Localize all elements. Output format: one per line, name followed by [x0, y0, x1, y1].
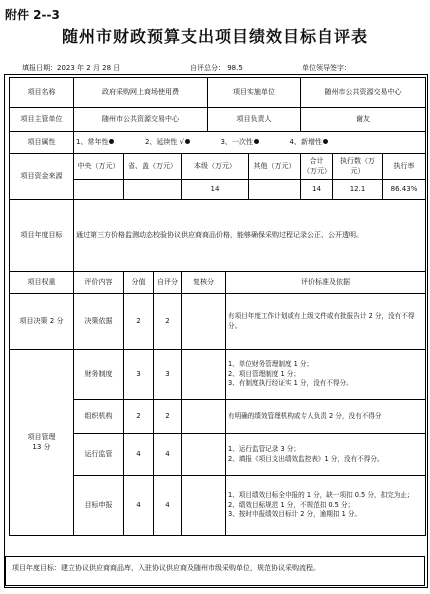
funds-header-rate: 执行率 — [383, 154, 426, 180]
col-header-content: 评价内容 — [74, 272, 124, 294]
goal-label: 项目年度目标 — [10, 200, 74, 272]
attr-options — [74, 132, 426, 154]
owner-label: 项目负责人 — [208, 108, 301, 132]
funds-value-total: 14 — [301, 180, 333, 200]
item-review-score — [182, 294, 226, 350]
item-review-score — [182, 434, 226, 476]
item-review-score — [182, 350, 226, 400]
col-header-self-score: 自评分 — [154, 272, 182, 294]
funds-value-province — [124, 180, 182, 200]
item-score: 3 — [124, 350, 154, 400]
funds-header-province: 省、盖（万元） — [124, 154, 182, 180]
funds-header-total: 合计（万元） — [301, 154, 333, 180]
col-header-review-score: 复核分 — [182, 272, 226, 294]
fill-date: 填报日期：2023 年 2 月 28 日 — [22, 64, 121, 72]
funds-value-rate: 86.43% — [383, 180, 426, 200]
unit-leader-sign: 单位领导签字： — [302, 64, 351, 72]
project-name-label: 项目名称 — [10, 78, 74, 108]
item-criteria: 1、运行监管记录 3 分； 2、填报《项目支出绩效监控表》1 分，没有不得分。 — [226, 434, 426, 476]
project-name: 政府采购网上商场使用费 — [74, 78, 208, 108]
item-self-score: 4 — [154, 476, 182, 536]
impl-unit-label: 项目实施单位 — [208, 78, 301, 108]
funds-label: 项目资金来源 — [10, 154, 74, 200]
goal-text: 通过第三方价格监测动态校验协议供应商商品价格，能够确保采购过程记录公正、公开透明。 — [74, 200, 426, 272]
item-criteria: 有项目年度工作计划或有上级文件或有批报告计 2 分，没有不得分。 — [226, 294, 426, 350]
item-review-score — [182, 476, 226, 536]
item-criteria: 1、单位财务管理制度 1 分； 2、项目管理制度 1 分； 3、有制度执行经证实 1 分，没有不得分。 — [226, 350, 426, 400]
funds-header-other: 其他（万元） — [249, 154, 301, 180]
section-management: 项目管理 13 分 — [10, 350, 74, 536]
attr-new: 4、新增性 — [289, 138, 327, 146]
page-title: 随州市财政预算支出项目绩效目标自评表 — [61, 27, 368, 46]
item-review-score — [182, 400, 226, 434]
evaluation-table — [9, 77, 426, 536]
item-score: 4 — [124, 434, 154, 476]
col-header-score: 分值 — [124, 272, 154, 294]
funds-value-executed: 12.1 — [333, 180, 383, 200]
self-score-total: 自评总分： 98.5 — [190, 64, 243, 72]
attachment-label: 附件 2--3 — [5, 8, 60, 22]
section-decision: 项目决策 2 分 — [10, 294, 74, 350]
item-score: 2 — [124, 400, 154, 434]
item-self-score: 2 — [154, 400, 182, 434]
item-self-score: 4 — [154, 434, 182, 476]
competent-unit-label: 项目主管单位 — [10, 108, 74, 132]
item-self-score: 2 — [154, 294, 182, 350]
item-content: 财务制度 — [74, 350, 124, 400]
item-content: 决策依据 — [74, 294, 124, 350]
attr-label: 项目属性 — [10, 132, 74, 154]
radio-dot-icon — [109, 139, 114, 144]
owner: 谢友 — [301, 108, 426, 132]
item-score: 2 — [124, 294, 154, 350]
item-criteria: 1、项目绩效目标全申报的 1 分，缺一项扣 0.5 分，扣完为止； 2、绩效目标规范 1 分，不规范扣 0.5 分； 3、按时申报绩效目标计 2 分，逾期扣 1 分。 — [226, 476, 426, 536]
item-content: 运行监管 — [74, 434, 124, 476]
impl-unit: 随州市公共资源交易中心 — [301, 78, 426, 108]
item-content: 组织机构 — [74, 400, 124, 434]
funds-header-central: 中央（万元） — [74, 154, 124, 180]
item-criteria: 有明确的绩效管理机构或专人负责 2 分，没有不得分 — [226, 400, 426, 434]
radio-dot-icon — [185, 139, 190, 144]
funds-value-other — [249, 180, 301, 200]
col-header-criteria: 评价标准及依据 — [226, 272, 426, 294]
item-content: 目标申报 — [74, 476, 124, 536]
radio-dot-icon — [254, 139, 259, 144]
item-self-score: 3 — [154, 350, 182, 400]
competent-unit: 随州市公共资源交易中心 — [74, 108, 208, 132]
funds-value-central — [74, 180, 124, 200]
funds-value-local: 14 — [182, 180, 249, 200]
funds-header-executed: 执行数（万元） — [333, 154, 383, 180]
footer-goal: 项目年度目标：建立协议供应商商品库，入驻协议供应商及随州市级采购单位，规范协议采购流程。 — [5, 556, 425, 586]
funds-header-local: 本级（万元） — [182, 154, 249, 180]
attr-continuing: 2、延续性 √ — [145, 138, 190, 146]
item-score: 4 — [124, 476, 154, 536]
attr-perennial: 1、常年性 — [76, 138, 114, 146]
radio-dot-icon — [323, 139, 328, 144]
col-header-weight: 项目权重 — [10, 272, 74, 294]
attr-one-time: 3、一次性 — [221, 138, 259, 146]
